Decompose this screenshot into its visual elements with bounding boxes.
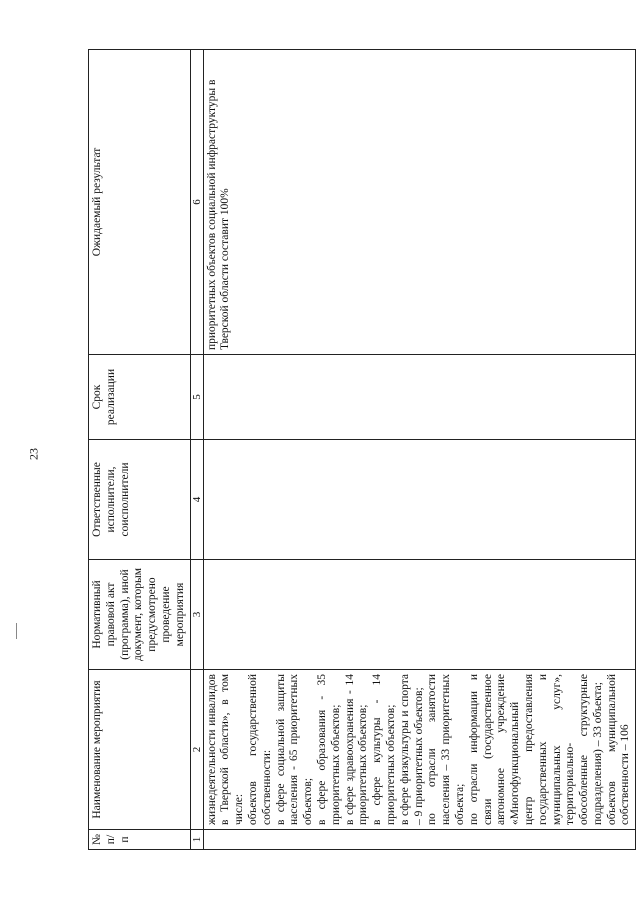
page-number: 23 (26, 448, 41, 460)
table-row (203, 50, 636, 850)
column-number: 5 (190, 355, 203, 440)
measure-line: объектов муниципальной собственности – 106 (605, 674, 632, 825)
cell-term (203, 355, 636, 440)
table-header-row (89, 50, 191, 850)
measure-line: в сфере физкультуры и спорта – 9 приоритетных объектов; (398, 674, 425, 825)
measure-line: жизнедеятельности инвалидов в Тверской области», в том числе: (205, 674, 246, 825)
column-number: 2 (190, 670, 203, 830)
measure-line: в сфере здравоохранения - 14 приоритетных объектов; (343, 674, 370, 825)
measure-line: по отрасли информации и связи (государственное автономное учреждение «Многофункциональный центр предоставления государственных и муниципальных услуг», территориально-обособленные структурные подразделения) – 33 объекта; (467, 674, 604, 825)
column-number-row (190, 50, 203, 850)
rotated-table-container (88, 50, 632, 850)
measure-line: в сфере образования - 35 приоритетных объектов; (315, 674, 342, 825)
measure-line: объектов государственной собственности: (246, 674, 273, 825)
measure-line: в сфере культуры - 14 приоритетных объектов; (371, 674, 397, 825)
column-number: 6 (190, 50, 203, 355)
measure-line: в сфере социальной защиты населения - 65 приоритетных объектов; (274, 674, 315, 825)
cell-measure-name (203, 670, 636, 830)
header-number: № п/п (89, 830, 191, 850)
cell-expected-result: приоритетных объектов социальной инфраструктуры в Тверской области составит 100% (203, 50, 636, 355)
header-expected-result: Ожидаемый результат (89, 50, 191, 355)
cell-legal-act (203, 560, 636, 670)
column-number: 4 (190, 440, 203, 560)
header-term: Срок реализации (89, 355, 191, 440)
cell-executors (203, 440, 636, 560)
header-executors: Ответственные исполнители, соисполнители (89, 440, 191, 560)
header-measure-name: Наименование мероприятия (89, 670, 191, 830)
header-legal-act: Нормативный правовой акт (программа), иной документ, которым предусмотрено проведение мероприятия (89, 560, 191, 670)
margin-mark (16, 623, 17, 639)
measure-line: по отрасли занятости населения – 33 приоритетных объекта; (426, 674, 466, 825)
cell-number (203, 830, 636, 850)
column-number: 1 (190, 830, 203, 850)
column-number: 3 (190, 560, 203, 670)
measures-table (88, 49, 636, 850)
